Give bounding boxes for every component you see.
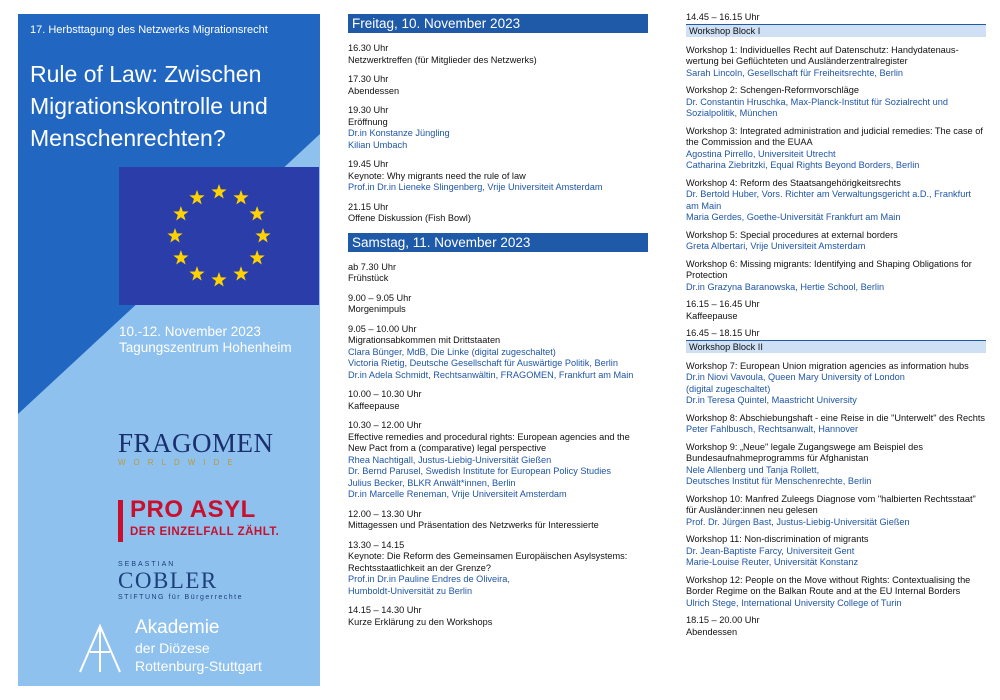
block1-time: 14.45 – 16.15 Uhr bbox=[686, 12, 760, 22]
akademie-mark-icon bbox=[78, 622, 122, 674]
proasyl-logo-name: PRO ASYL bbox=[130, 496, 256, 523]
slot-title: Keynote: Why migrants need the rule of law bbox=[348, 170, 526, 181]
slot-speaker: Dr. Bernd Parusel, Swedish Institute for European Policy Studies bbox=[348, 466, 612, 476]
proasyl-logo-claim: DER EINZELFALL ZÄHLT. bbox=[130, 526, 280, 538]
workshop-speaker: Dr. Constantin Hruschka, Max-Planck-Institut für Sozialrecht und Sozialpolitik, München bbox=[686, 96, 948, 118]
dinner-slot bbox=[686, 615, 986, 638]
workshop-block-1 bbox=[686, 45, 986, 294]
workshop-title: Workshop 1: Individuelles Recht auf Datenschutz: Handydatenaus-wertung bei Geflüchteten und Ausländerzentralregister bbox=[686, 44, 959, 66]
workshop-title: Workshop 11: Non-discrimination of migrants bbox=[686, 534, 869, 544]
workshop-item bbox=[686, 85, 986, 120]
block2-label: Workshop Block II bbox=[686, 340, 986, 353]
workshop-speaker: Agostina Pirrello, Universiteit Utrecht bbox=[686, 148, 836, 159]
slot-title: Kurze Erklärung zu den Workshops bbox=[348, 616, 493, 627]
akademie-logo-line3: Rottenburg-Stuttgart bbox=[135, 658, 262, 674]
saturday-schedule bbox=[348, 262, 648, 629]
akademie-logo-line2: der Diözese bbox=[135, 640, 210, 656]
slot-time: 21.15 Uhr bbox=[348, 201, 389, 212]
workshop-speaker: Ulrich Stege, International University College of Turin bbox=[686, 597, 902, 608]
block1-label: Workshop Block I bbox=[686, 24, 986, 37]
schedule-slot bbox=[348, 202, 648, 225]
workshop-speaker: Maria Gerdes, Goethe-Universität Frankfurt am Main bbox=[686, 212, 901, 222]
workshop-title: Workshop 6: Missing migrants: Identifying and Shaping Obligations for Protection bbox=[686, 258, 972, 280]
slot-time: 10.30 – 12.00 Uhr bbox=[348, 420, 422, 430]
workshop-title: Workshop 9: „Neue" legale Zugangswege am Beispiel des Bundesaufnahmeprogramms für Afghanistan bbox=[686, 441, 923, 463]
workshop-title: Workshop 10: Manfred Zuleegs Diagnose vom "halbierten Rechtsstaat" für Ausländer:innen neu gelesen bbox=[686, 493, 976, 515]
workshop-item bbox=[686, 178, 986, 224]
workshop-block-2 bbox=[686, 361, 986, 610]
program-column-workshops bbox=[686, 12, 986, 644]
workshop-speaker: Peter Fahlbusch, Rechtsanwalt, Hannover bbox=[686, 424, 859, 434]
slot-time: ab 7.30 Uhr bbox=[348, 261, 397, 272]
slot-title: Kaffeepause bbox=[348, 400, 400, 411]
workshop-speaker: Nele Allenberg und Tanja Rollett, bbox=[686, 464, 820, 475]
page-title: Rule of Law: Zwischen Migrationskontrolle und Menschenrechten? bbox=[30, 61, 268, 151]
eu-flag-icon bbox=[119, 167, 319, 305]
workshop-title: Workshop 12: People on the Move without Rights: Contextualising the Border Regime on the Balkan Route and at the EU Internal Borders bbox=[686, 574, 971, 596]
workshop-speaker: Catharina Ziebritzki, Equal Rights Beyond Borders, Berlin bbox=[686, 160, 920, 170]
slot-time: 9.05 – 10.00 Uhr bbox=[348, 323, 417, 334]
conference-series: 17. Herbsttagung des Netzwerks Migrationsrecht bbox=[30, 24, 268, 36]
friday-schedule bbox=[348, 43, 648, 225]
workshop-item bbox=[686, 259, 986, 294]
fragomen-logo-name: FRAGOMEN bbox=[118, 428, 274, 458]
slot-speaker: Prof.in Dr.in Lieneke Slingenberg, Vrije Universiteit Amsterdam bbox=[348, 182, 603, 192]
schedule-slot bbox=[348, 389, 648, 412]
schedule-slot bbox=[348, 105, 648, 151]
cobler-logo-bottom: STIFTUNG für Bürgerrechte bbox=[118, 594, 244, 601]
slot-title: Kaffeepause bbox=[686, 310, 738, 321]
day-header-saturday: Samstag, 11. November 2023 bbox=[348, 233, 648, 252]
schedule-slot bbox=[348, 605, 648, 628]
slot-title: Eröffnung bbox=[348, 116, 388, 127]
cobler-logo-name: COBLER bbox=[118, 568, 218, 593]
workshop-speaker: Marie-Louise Reuter, Universität Konstanz bbox=[686, 557, 859, 567]
fragomen-logo bbox=[118, 428, 298, 478]
event-dates bbox=[119, 324, 292, 356]
workshop-speaker: Greta Albertari, Vrije Universiteit Amsterdam bbox=[686, 241, 866, 251]
cobler-logo bbox=[118, 560, 318, 606]
slot-time: 16.30 Uhr bbox=[348, 43, 389, 53]
cobler-logo-top: SEBASTIAN bbox=[118, 561, 176, 568]
fragomen-logo-sub: WORLDWIDE bbox=[118, 458, 241, 467]
workshop-item bbox=[686, 361, 986, 407]
slot-speaker: Clara Bünger, MdB, Die Linke (digital zugeschaltet) bbox=[348, 346, 556, 357]
slot-title: Keynote: Die Reform des Gemeinsamen Europäischen Asylsystems: Rechtsstaatlichkeit an der Grenze? bbox=[348, 551, 628, 573]
slot-title: Effective remedies and procedural rights: European agencies and the New Pact from a (comparative) legal perspective bbox=[348, 431, 630, 453]
slot-time: 17.30 Uhr bbox=[348, 74, 389, 84]
workshop-speaker: Deutsches Institut für Menschenrechte, Berlin bbox=[686, 476, 872, 486]
slot-speaker: Dr.in Konstanze Jüngling bbox=[348, 128, 450, 138]
slot-speaker: Julius Becker, BLKR Anwält*innen, Berlin bbox=[348, 477, 516, 488]
schedule-slot bbox=[348, 74, 648, 97]
workshop-speaker: Dr.in Niovi Vavoula, Queen Mary University of London bbox=[686, 372, 905, 382]
slot-speaker: Humboldt-Universität zu Berlin bbox=[348, 585, 473, 596]
workshop-speaker: Prof. Dr. Jürgen Bast, Justus-Liebig-Universität Gießen bbox=[686, 516, 910, 527]
workshop-title: Workshop 2: Schengen-Reformvorschläge bbox=[686, 85, 859, 95]
schedule-slot bbox=[348, 420, 648, 501]
coffee-break-slot bbox=[686, 299, 986, 322]
slot-title: Migrationsabkommen mit Drittstaaten bbox=[348, 335, 501, 345]
workshop-title: Workshop 5: Special procedures at external borders bbox=[686, 229, 898, 240]
slot-speaker: Dr.in Adela Schmidt, Rechtsanwältin, FRAGOMEN, Frankfurt am Main bbox=[348, 369, 634, 380]
day-header-friday: Freitag, 10. November 2023 bbox=[348, 14, 648, 33]
schedule-slot bbox=[348, 324, 648, 382]
slot-title: Offene Diskussion (Fish Bowl) bbox=[348, 213, 471, 223]
workshop-item bbox=[686, 126, 986, 172]
slot-title: Morgenimpuls bbox=[348, 304, 406, 314]
workshop-speaker: Dr.in Grazyna Baranowska, Hertie School, Berlin bbox=[686, 281, 885, 292]
block2-time: 16.45 – 18.15 Uhr bbox=[686, 328, 760, 338]
proasyl-logo-bar bbox=[118, 500, 123, 542]
slot-speaker: Kilian Umbach bbox=[348, 139, 408, 150]
slot-time: 18.15 – 20.00 Uhr bbox=[686, 615, 760, 625]
workshop-title: Workshop 7: European Union migration agencies as information hubs bbox=[686, 360, 969, 371]
program-column-days bbox=[348, 14, 648, 636]
workshop-title: Workshop 4: Reform des Staatsangehörigkeitsrechts bbox=[686, 177, 901, 188]
slot-time: 19.30 Uhr bbox=[348, 105, 389, 115]
workshop-title: Workshop 3: Integrated administration and judicial remedies: The case of the Commission and the EUAA bbox=[686, 125, 983, 147]
schedule-slot bbox=[348, 509, 648, 532]
slot-title: Abendessen bbox=[348, 85, 400, 96]
schedule-slot bbox=[348, 262, 648, 285]
workshop-item bbox=[686, 534, 986, 569]
workshop-speaker: Dr.in Teresa Quintel, Maastricht University bbox=[686, 395, 857, 405]
slot-time: 10.00 – 10.30 Uhr bbox=[348, 389, 422, 399]
slot-title: Netzwerktreffen (für Mitglieder des Netzwerks) bbox=[348, 54, 537, 65]
slot-speaker: Victoria Rietig, Deutsche Gesellschaft für Auswärtige Politik, Berlin bbox=[348, 358, 618, 368]
slot-time: 13.30 – 14.15 bbox=[348, 539, 405, 550]
workshop-speaker: Dr. Jean-Baptiste Farcy, Universiteit Gent bbox=[686, 545, 855, 556]
workshop-item bbox=[686, 413, 986, 436]
workshop-speaker: (digital zugeschaltet) bbox=[686, 383, 771, 394]
slot-time: 16.15 – 16.45 Uhr bbox=[686, 299, 760, 309]
slot-time: 12.00 – 13.30 Uhr bbox=[348, 508, 422, 519]
workshop-item bbox=[686, 442, 986, 488]
workshop-item bbox=[686, 575, 986, 610]
event-venue: Tagungszentrum Hohenheim bbox=[119, 340, 292, 355]
akademie-logo-line1: Akademie bbox=[135, 617, 220, 638]
workshop-speaker: Dr. Bertold Huber, Vors. Richter am Verwaltungsgericht a.D., Frankfurt am Main bbox=[686, 189, 971, 211]
slot-title: Abendessen bbox=[686, 626, 738, 637]
slot-speaker: Dr.in Marcelle Reneman, Vrije Universiteit Amsterdam bbox=[348, 489, 567, 499]
akademie-logo bbox=[78, 618, 308, 678]
slot-speaker: Prof.in Dr.in Pauline Endres de Oliveira, bbox=[348, 574, 510, 584]
schedule-slot bbox=[348, 540, 648, 598]
slot-speaker: Rhea Nachtigall, Justus-Liebig-Universität Gießen bbox=[348, 454, 552, 465]
slot-title: Frühstück bbox=[348, 273, 389, 283]
slot-time: 14.15 – 14.30 Uhr bbox=[348, 605, 422, 615]
schedule-slot bbox=[348, 293, 648, 316]
workshop-title: Workshop 8: Abschiebungshaft - eine Reise in die "Unterwelt" des Rechts bbox=[686, 412, 985, 423]
cover-panel bbox=[18, 14, 320, 686]
slot-time: 19.45 Uhr bbox=[348, 159, 389, 169]
workshop-item bbox=[686, 230, 986, 253]
slot-title: Mittagessen und Präsentation des Netzwerks für Interessierte bbox=[348, 520, 599, 530]
schedule-slot bbox=[348, 43, 648, 66]
workshop-item bbox=[686, 494, 986, 529]
workshop-item bbox=[686, 45, 986, 80]
slot-time: 9.00 – 9.05 Uhr bbox=[348, 292, 412, 303]
proasyl-logo bbox=[118, 496, 318, 544]
event-date-range: 10.-12. November 2023 bbox=[119, 324, 261, 339]
workshop-speaker: Sarah Lincoln, Gesellschaft für Freiheitsrechte, Berlin bbox=[686, 67, 904, 78]
schedule-slot bbox=[348, 159, 648, 194]
